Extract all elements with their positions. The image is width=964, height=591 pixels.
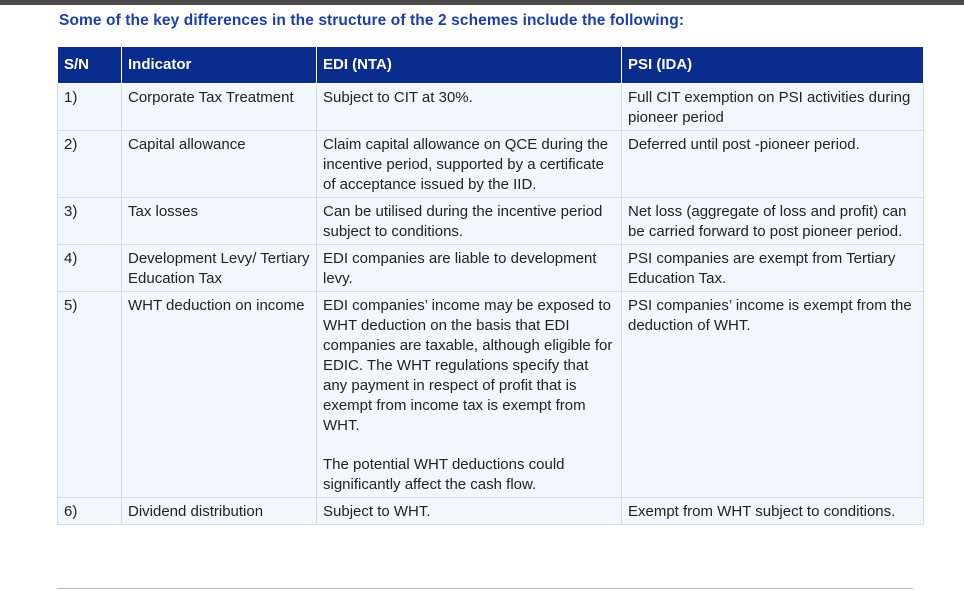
cell-edi-text: Can be utilised during the incentive period subject to conditions. xyxy=(323,203,603,240)
cell-psi: PSI companies’ income is exempt from the deduction of WHT. xyxy=(622,292,924,498)
table-row xyxy=(58,292,924,498)
header-sn: S/N xyxy=(58,47,122,84)
bottom-divider xyxy=(57,588,913,589)
comparison-table xyxy=(57,46,924,525)
cell-sn: 2) xyxy=(58,131,122,198)
cell-edi xyxy=(317,84,622,131)
top-border-bar xyxy=(0,0,964,5)
cell-edi-text: The potential WHT deductions could significantly affect the cash flow. xyxy=(323,456,565,493)
cell-edi xyxy=(317,131,622,198)
cell-psi: PSI companies are exempt from Tertiary Education Tax. xyxy=(622,245,924,292)
table-row xyxy=(58,245,924,292)
cell-sn: 6) xyxy=(58,498,122,525)
cell-indicator: WHT deduction on income xyxy=(122,292,317,498)
cell-indicator: Corporate Tax Treatment xyxy=(122,84,317,131)
cell-edi-text: EDI companies are liable to development levy. xyxy=(323,250,597,287)
cell-edi-text: EDI companies’ income may be exposed to WHT deduction on the basis that EDI companies are taxable, although eligible for EDIC. The WHT regulations specify that any payment in respect of profit that is exempt from income tax is exempt from WHT. xyxy=(323,297,613,434)
cell-edi-text: Claim capital allowance on QCE during the incentive period, supported by a certificate of acceptance issued by the IID. xyxy=(323,136,609,193)
cell-indicator: Development Levy/ Tertiary Education Tax xyxy=(122,245,317,292)
cell-sn: 1) xyxy=(58,84,122,131)
cell-edi-text: Subject to CIT at 30%. xyxy=(323,89,473,106)
cell-sn: 3) xyxy=(58,198,122,245)
cell-psi: Deferred until post -pioneer period. xyxy=(622,131,924,198)
cell-indicator: Capital allowance xyxy=(122,131,317,198)
table-row xyxy=(58,198,924,245)
cell-indicator: Dividend distribution xyxy=(122,498,317,525)
section-heading: Some of the key differences in the structure of the 2 schemes include the following: xyxy=(59,12,685,29)
cell-edi-text: Subject to WHT. xyxy=(323,503,431,520)
cell-edi xyxy=(317,498,622,525)
cell-edi xyxy=(317,292,622,498)
table-row xyxy=(58,84,924,131)
header-psi: PSI (IDA) xyxy=(622,47,924,84)
header-indicator: Indicator xyxy=(122,47,317,84)
cell-sn: 5) xyxy=(58,292,122,498)
table-row xyxy=(58,498,924,525)
cell-sn: 4) xyxy=(58,245,122,292)
cell-psi: Exempt from WHT subject to conditions. xyxy=(622,498,924,525)
cell-psi: Full CIT exemption on PSI activities during pioneer period xyxy=(622,84,924,131)
table-header-row xyxy=(58,47,924,84)
header-edi: EDI (NTA) xyxy=(317,47,622,84)
table-row xyxy=(58,131,924,198)
cell-edi xyxy=(317,245,622,292)
cell-psi: Net loss (aggregate of loss and profit) can be carried forward to post pioneer period. xyxy=(622,198,924,245)
cell-edi xyxy=(317,198,622,245)
cell-indicator: Tax losses xyxy=(122,198,317,245)
